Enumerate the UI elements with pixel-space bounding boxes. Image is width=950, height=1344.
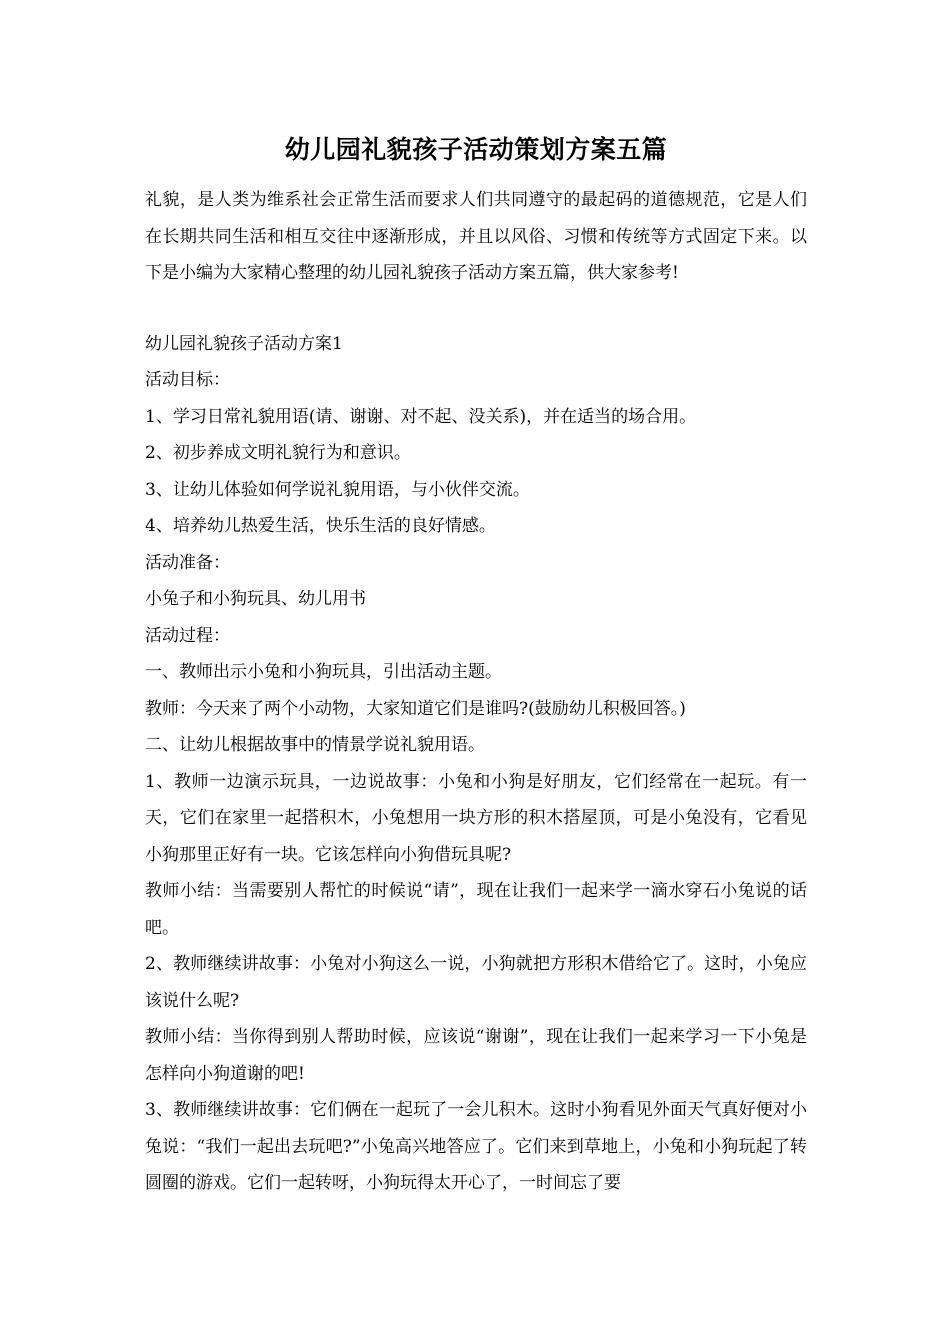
intro-paragraph: 礼貌，是人类为维系社会正常生活而要求人们共同遵守的最起码的道德规范，它是人们在长期共同生活和相互交往中逐渐形成，并且以风俗、习惯和传统等方式固定下来。以下是小编为大家精心整理的幼儿园礼貌孩子活动方案五篇，供大家参考! xyxy=(145,190,807,283)
paragraph: 4、培养幼儿热爱生活，快乐生活的良好情感。 xyxy=(145,516,496,536)
document-page xyxy=(145,130,807,1202)
paragraph: 3、教师继续讲故事：它们俩在一起玩了一会儿积木。这时小狗看见外面天气真好便对小兔说：“我们一起出去玩吧?”小兔高兴地答应了。它们来到草地上，小兔和小狗玩起了转圆圈的游戏。它们一起转呀，小狗玩得太开心了，一时间忘了要 xyxy=(145,1100,807,1193)
paragraph: 1、学习日常礼貌用语(请、谢谢、对不起、没关系)，并在适当的场合用。 xyxy=(145,406,697,427)
paragraph-gap xyxy=(145,292,807,326)
paragraph: 2、初步养成文明礼貌行为和意识。 xyxy=(145,443,411,463)
paragraph: 一、教师出示小兔和小狗玩具，引出活动主题。 xyxy=(145,662,502,682)
paragraph: 活动过程： xyxy=(145,625,230,646)
paragraph: 教师小结：当需要别人帮忙的时候说“请”，现在让我们一起来学一滴水穿石小兔说的话吧。 xyxy=(145,881,807,938)
paragraph: 活动目标： xyxy=(145,370,230,390)
paragraph: 1、教师一边演示玩具，一边说故事：小兔和小狗是好朋友，它们经常在一起玩。有一天，它们在家里一起搭积木，小兔想用一块方形的积木搭屋顶，可是小兔没有，它看见小狗那里正好有一块。它该怎样向小狗借玩具呢? xyxy=(145,771,807,865)
paragraph: 小兔子和小狗玩具、幼儿用书 xyxy=(145,589,366,609)
document-title: 幼儿园礼貌孩子活动策划方案五篇 xyxy=(284,135,668,164)
paragraph: 2、教师继续讲故事：小兔对小狗这么一说，小狗就把方形积木借给它了。这时，小兔应该说什么呢? xyxy=(145,954,807,1011)
paragraph: 教师小结：当你得到别人帮助时候，应该说“谢谢”，现在让我们一起来学习一下小兔是怎样向小狗道谢的吧! xyxy=(145,1027,807,1084)
paragraph: 二、让幼儿根据故事中的情景学说礼貌用语。 xyxy=(145,735,485,755)
paragraph: 3、让幼儿体验如何学说礼貌用语，与小伙伴交流。 xyxy=(145,479,530,500)
paragraph: 教师：今天来了两个小动物，大家知道它们是谁吗?(鼓励幼儿积极回答。) xyxy=(145,698,686,719)
paragraph: 活动准备： xyxy=(145,552,230,573)
section-heading: 幼儿园礼貌孩子活动方案1 xyxy=(145,333,343,354)
